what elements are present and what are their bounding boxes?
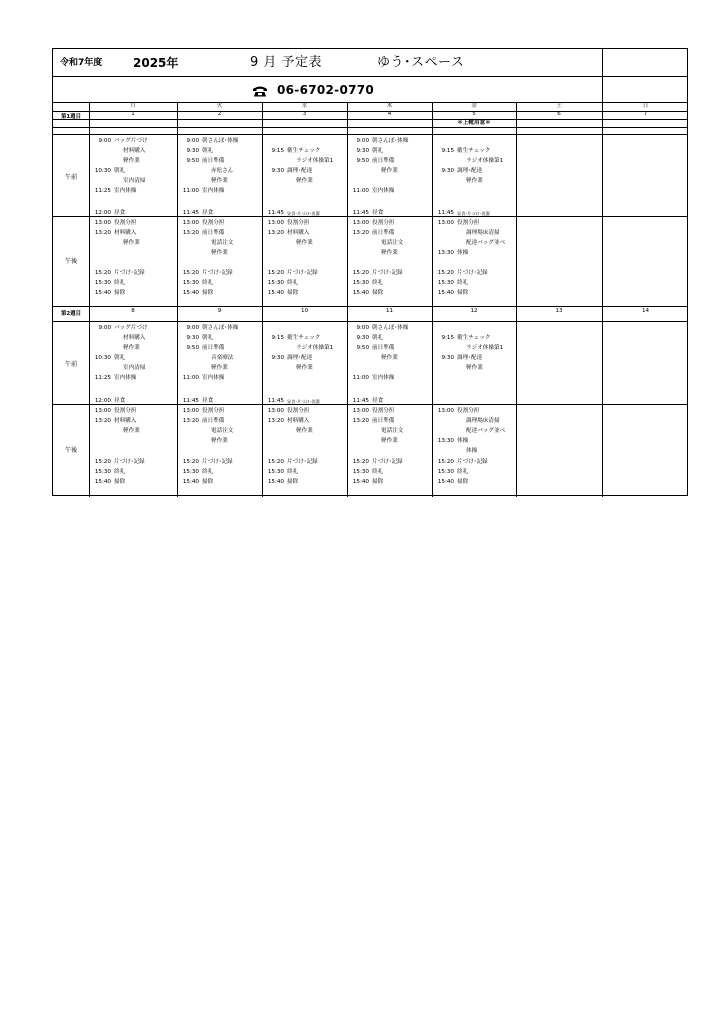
schedule-sheet [52, 48, 688, 496]
weekday-header: 金 [471, 102, 477, 109]
date-number: 12 [470, 307, 478, 314]
entry-activity: 材料購入 [287, 417, 310, 424]
entry-activity: 昼食･片づけ･洗濯 [287, 399, 320, 404]
entry-activity: 昼食 [202, 397, 214, 404]
entry-activity: 材料購入 [287, 229, 310, 236]
entry-activity: 材料購入 [114, 417, 137, 424]
entry-activity: 軽作業 [466, 365, 483, 372]
entry-time: 15:20 [182, 270, 199, 276]
entry-time: 15:30 [352, 280, 369, 287]
entry-time: 11:00 [352, 375, 369, 382]
grid-rule [53, 127, 687, 128]
entry-activity: 朝さんぽ･体操 [202, 137, 239, 144]
entry-time: 9:15 [441, 334, 454, 341]
grid-rule [53, 111, 687, 112]
entry-activity: 電話注文 [211, 427, 234, 434]
entry-activity: 電話注文 [381, 427, 404, 434]
entry-time: 15:30 [182, 280, 199, 287]
entry-time: 15:20 [267, 270, 284, 276]
week-label: 第1週目 [61, 113, 81, 120]
entry-time: 12:00 [94, 209, 111, 216]
entry-activity: 昼食･片づけ･洗濯 [287, 211, 320, 216]
entry-time: 15:40 [267, 479, 284, 486]
entry-time: 15:40 [182, 290, 199, 297]
weekday-header: 火 [216, 102, 223, 109]
entry-activity: 掃除 [457, 290, 469, 297]
entry-activity: 掃除 [202, 479, 214, 486]
entry-activity: 軽作業 [123, 344, 140, 351]
entry-activity: 配達バッグ並べ [466, 427, 506, 434]
date-number: 5 [472, 110, 476, 117]
entry-time: 13:20 [94, 417, 111, 424]
grid-rule [432, 102, 433, 497]
entry-time: 13:30 [437, 438, 454, 445]
entry-activity: 軽作業 [211, 365, 228, 372]
entry-activity: 衛生チェック [287, 334, 321, 341]
entry-time: 15:30 [182, 469, 199, 476]
entry-activity: 軽作業 [381, 168, 398, 175]
entry-activity: 役割分担 [114, 219, 137, 226]
entry-activity: 軽作業 [211, 250, 228, 257]
entry-activity: 掃除 [114, 479, 126, 486]
entry-time: 9:15 [271, 334, 284, 341]
entry-time: 9:00 [356, 324, 369, 331]
entry-activity: 材料購入 [114, 229, 137, 236]
entry-activity: 終礼 [114, 280, 126, 287]
entry-time: 15:40 [352, 479, 369, 486]
entry-activity: バッグ片づけ [114, 324, 148, 331]
entry-activity: 掃除 [114, 290, 126, 297]
entry-activity: 軽作業 [123, 157, 140, 164]
entry-activity: 前日準備 [202, 229, 225, 236]
entry-activity: 昼食 [372, 209, 384, 216]
entry-time: 13:00 [267, 219, 284, 226]
entry-activity: 昼食 [114, 397, 126, 404]
entry-activity: 昼食 [114, 209, 126, 216]
entry-activity: 室内清掃 [123, 365, 146, 372]
entry-activity: 朝礼 [372, 147, 384, 154]
entry-activity: 衛生チェック [457, 147, 491, 154]
entry-activity: 調理場床清掃 [466, 417, 500, 424]
weekday-header: 土 [556, 102, 562, 109]
entry-time: 15:40 [182, 479, 199, 486]
entry-time: 15:30 [267, 469, 284, 476]
entry-activity: 昼食 [202, 209, 214, 216]
entry-activity: 電話注文 [211, 239, 234, 246]
entry-activity: 片づけ･記録 [457, 270, 488, 276]
entry-activity: 役割分担 [372, 407, 395, 414]
entry-activity: 衛生チェック [287, 147, 321, 154]
entry-time: 15:40 [94, 290, 111, 297]
period-label-pm: 午後 [64, 447, 78, 454]
date-number: 3 [302, 110, 307, 117]
entry-time: 11:45 [267, 397, 284, 404]
date-number: 1 [131, 110, 135, 117]
entry-activity: 音楽療法 [211, 355, 234, 362]
entry-time: 15:20 [352, 270, 369, 276]
entry-activity: 衛生チェック [457, 334, 491, 341]
entry-time: 15:30 [267, 280, 284, 287]
entry-activity: 軽作業 [296, 365, 313, 372]
week-label: 第2週目 [61, 311, 81, 317]
entry-activity: 朝さんぽ･体操 [372, 137, 409, 144]
entry-time: 11:45 [437, 209, 454, 216]
entry-activity: 朝礼 [114, 168, 126, 175]
entry-time: 9:15 [271, 147, 284, 154]
entry-activity: 前日準備 [372, 417, 395, 424]
entry-time: 15:20 [267, 459, 284, 465]
date-number: 4 [387, 110, 392, 117]
entry-activity: 朝さんぽ･体操 [202, 324, 239, 331]
entry-time: 11:00 [352, 188, 369, 195]
entry-activity: 調理･配達 [287, 355, 313, 362]
entry-activity: 軽作業 [381, 438, 398, 445]
entry-time: 13:00 [267, 407, 284, 414]
entry-activity: 終礼 [372, 469, 384, 476]
entry-activity: 片づけ･記録 [372, 270, 403, 276]
entry-time: 11:25 [94, 375, 111, 382]
phone-number: 06-6702-0770 [277, 83, 375, 97]
entry-time: 15:20 [352, 459, 369, 465]
entry-activity: ラジオ体操第1 [466, 157, 504, 164]
entry-activity: 昼食･片づけ･洗濯 [457, 211, 490, 216]
entry-activity: 軽作業 [466, 178, 483, 185]
entry-time: 13:20 [267, 229, 284, 236]
entry-activity: 役割分担 [457, 219, 480, 226]
date-number: 8 [131, 307, 135, 314]
entry-activity: 軽作業 [211, 178, 228, 185]
entry-time: 13:30 [437, 250, 454, 257]
entry-time: 9:50 [356, 344, 369, 351]
entry-activity: 軽作業 [381, 250, 398, 257]
entry-activity: ラジオ体操第1 [466, 344, 504, 351]
entry-time: 15:40 [94, 479, 111, 486]
entry-time: 9:30 [441, 168, 454, 175]
entry-activity: 終礼 [457, 469, 469, 476]
entry-time: 13:20 [267, 417, 284, 424]
entry-time: 15:30 [94, 469, 111, 476]
weekday-header: 日 [642, 102, 649, 109]
date-number: 6 [557, 110, 561, 117]
entry-activity: 終礼 [114, 469, 126, 476]
era-year-label: 令和7年度 [60, 58, 103, 68]
entry-time: 15:40 [352, 290, 369, 297]
entry-time: 15:40 [437, 479, 454, 486]
period-label-am: 午前 [64, 174, 78, 181]
entry-time: 15:30 [352, 469, 369, 476]
entry-time: 11:00 [182, 188, 199, 195]
entry-time: 9:00 [98, 324, 111, 331]
entry-activity: 昼食 [372, 397, 384, 404]
entry-activity: 掃除 [372, 479, 384, 486]
entry-time: 15:30 [94, 280, 111, 287]
grid-rule [53, 134, 687, 135]
entry-time: 15:20 [437, 459, 454, 465]
entry-activity: 役割分担 [287, 407, 310, 414]
entry-activity: 終礼 [202, 280, 214, 287]
entry-activity: 前日準備 [202, 417, 225, 424]
entry-activity: 終礼 [287, 469, 299, 476]
entry-time: 15:40 [437, 290, 454, 297]
entry-time: 15:30 [437, 469, 454, 476]
entry-time: 11:45 [182, 397, 199, 404]
entry-time: 13:00 [352, 407, 369, 414]
entry-activity: 軽作業 [296, 239, 313, 246]
date-number: 13 [555, 307, 563, 314]
entry-activity: 室内体操 [202, 375, 225, 382]
entry-time: 9:30 [356, 147, 369, 154]
entry-activity: 前日準備 [372, 157, 395, 164]
entry-activity: 軽作業 [211, 438, 228, 445]
entry-activity: 調理･配達 [287, 168, 313, 175]
entry-time: 15:30 [437, 280, 454, 287]
grid-rule [53, 216, 687, 217]
entry-time: 11:00 [182, 375, 199, 382]
entry-activity: 室内体操 [114, 375, 137, 382]
entry-time: 11:25 [94, 188, 111, 195]
entry-time: 9:30 [271, 355, 284, 362]
grid-rule [602, 102, 603, 497]
grid-rule [53, 306, 687, 307]
entry-activity: 掃除 [457, 479, 469, 486]
entry-activity: ラジオ体操第1 [296, 344, 334, 351]
entry-activity: 片づけ･記録 [457, 459, 488, 465]
entry-activity: 朝礼 [202, 334, 214, 341]
entry-activity: 終礼 [202, 469, 214, 476]
entry-time: 15:40 [267, 290, 284, 297]
grid-rule [262, 102, 263, 497]
entry-activity: 室内体操 [114, 188, 137, 195]
entry-activity: 終礼 [457, 280, 469, 287]
entry-time: 9:00 [186, 324, 199, 331]
date-number: 7 [643, 110, 648, 117]
entry-activity: 体操 [457, 250, 469, 257]
entry-time: 9:30 [271, 168, 284, 175]
entry-time: 9:50 [186, 344, 199, 351]
entry-time: 10:30 [94, 168, 111, 175]
event-note: ＊上靴用意＊ [457, 119, 491, 126]
weekday-header: 木 [386, 102, 393, 109]
entry-time: 10:30 [94, 355, 111, 362]
entry-time: 9:50 [356, 157, 369, 164]
entry-activity: 材料購入 [123, 334, 146, 341]
entry-activity: 掃除 [372, 290, 384, 297]
entry-activity: 前日準備 [372, 229, 395, 236]
entry-activity: 軽作業 [123, 239, 140, 246]
entry-activity: 片づけ･記録 [202, 459, 233, 465]
entry-activity: 軽作業 [381, 355, 398, 362]
telephone-icon [252, 84, 268, 100]
entry-time: 15:20 [182, 459, 199, 465]
date-number: 11 [385, 307, 394, 314]
facility-name: ゆう･スペース [377, 55, 465, 70]
entry-activity: 役割分担 [114, 407, 137, 414]
entry-activity: 室内体操 [372, 188, 395, 195]
grid-rule [53, 76, 687, 77]
grid-rule [53, 321, 687, 322]
entry-time: 9:30 [356, 334, 369, 341]
entry-time: 11:45 [352, 209, 369, 216]
entry-activity: 朝さんぽ･体操 [372, 324, 409, 331]
weekday-header: 水 [301, 102, 308, 109]
entry-activity: 片づけ･記録 [114, 270, 145, 276]
entry-time: 13:00 [182, 219, 199, 226]
grid-rule [53, 102, 687, 103]
entry-time: 13:00 [437, 219, 454, 226]
period-label-pm: 午後 [64, 258, 78, 265]
entry-activity: 体操 [466, 448, 478, 455]
schedule-title: 9 月 予定表 [250, 55, 323, 70]
entry-time: 9:30 [441, 355, 454, 362]
grid-rule [347, 102, 348, 497]
entry-activity: 片づけ･記録 [202, 270, 233, 276]
entry-activity: 役割分担 [457, 407, 480, 414]
grid-rule [53, 404, 687, 405]
entry-activity: 調理･配達 [457, 168, 483, 175]
entry-activity: 軽作業 [296, 427, 313, 434]
entry-activity: 材料購入 [123, 147, 146, 154]
date-number: 10 [300, 307, 309, 314]
entry-activity: 前日準備 [202, 157, 225, 164]
entry-time: 9:50 [186, 157, 199, 164]
entry-activity: 役割分担 [287, 219, 310, 226]
entry-activity: 掃除 [287, 290, 299, 297]
entry-time: 13:20 [352, 229, 369, 236]
entry-time: 12:00 [94, 397, 111, 404]
entry-time: 11:45 [352, 397, 369, 404]
entry-activity: 片づけ･記録 [114, 459, 145, 465]
weekday-header: 月 [130, 102, 136, 109]
entry-activity: 役割分担 [202, 219, 225, 226]
entry-activity: 調理･配達 [457, 355, 483, 362]
entry-activity: 片づけ･記録 [287, 270, 318, 276]
entry-activity: ラジオ体操第1 [296, 157, 334, 164]
entry-activity: 配達バッグ並べ [466, 239, 506, 246]
year-label: 2025年 [133, 56, 179, 70]
entry-time: 13:00 [94, 407, 111, 414]
entry-activity: 終礼 [287, 280, 299, 287]
entry-activity: 役割分担 [372, 219, 395, 226]
entry-activity: バッグ片づけ [114, 137, 148, 144]
entry-time: 13:20 [352, 417, 369, 424]
entry-activity: 朝礼 [202, 147, 214, 154]
date-number: 2 [217, 110, 222, 117]
entry-time: 9:15 [441, 147, 454, 154]
entry-activity: 掃除 [287, 479, 299, 486]
entry-activity: 室内清掃 [123, 178, 146, 185]
date-number: 9 [217, 307, 222, 314]
entry-activity: 軽作業 [123, 427, 140, 434]
entry-activity: 朝礼 [372, 334, 384, 341]
entry-time: 15:20 [94, 459, 111, 465]
entry-time: 9:00 [186, 137, 199, 144]
entry-activity: 役割分担 [202, 407, 225, 414]
entry-time: 13:00 [437, 407, 454, 414]
entry-activity: 片づけ･記録 [372, 459, 403, 465]
entry-activity: 終礼 [372, 280, 384, 287]
entry-time: 13:00 [352, 219, 369, 226]
entry-time: 9:00 [98, 137, 111, 144]
entry-activity: 室内体操 [202, 188, 225, 195]
entry-time: 9:30 [186, 147, 199, 154]
entry-time: 13:20 [94, 229, 111, 236]
entry-activity: 調理場床清掃 [466, 229, 500, 236]
entry-activity: 電話注文 [381, 239, 404, 246]
grid-rule [53, 119, 687, 120]
entry-time: 13:20 [182, 229, 199, 236]
entry-time: 13:00 [182, 407, 199, 414]
entry-activity: 掃除 [202, 290, 214, 297]
date-number: 14 [641, 307, 650, 314]
grid-rule [89, 102, 90, 497]
entry-activity: 軽作業 [296, 178, 313, 185]
entry-activity: 前日準備 [202, 344, 225, 351]
entry-time: 15:20 [437, 270, 454, 276]
entry-activity: 体操 [457, 438, 469, 445]
entry-time: 15:20 [94, 270, 111, 276]
entry-time: 9:30 [186, 334, 199, 341]
entry-activity: 前日準備 [372, 344, 395, 351]
entry-activity: 片づけ･記録 [287, 459, 318, 465]
entry-activity: 朝礼 [114, 355, 126, 362]
entry-activity: 赤松さん [211, 168, 234, 175]
grid-rule [177, 102, 178, 497]
entry-time: 11:45 [267, 209, 284, 216]
grid-rule [516, 102, 517, 497]
entry-time: 13:20 [182, 417, 199, 424]
period-label-am: 午前 [64, 361, 78, 368]
entry-activity: 室内体操 [372, 375, 395, 382]
entry-time: 9:00 [356, 137, 369, 144]
grid-rule [602, 49, 603, 102]
entry-time: 11:45 [182, 209, 199, 216]
entry-time: 13:00 [94, 219, 111, 226]
